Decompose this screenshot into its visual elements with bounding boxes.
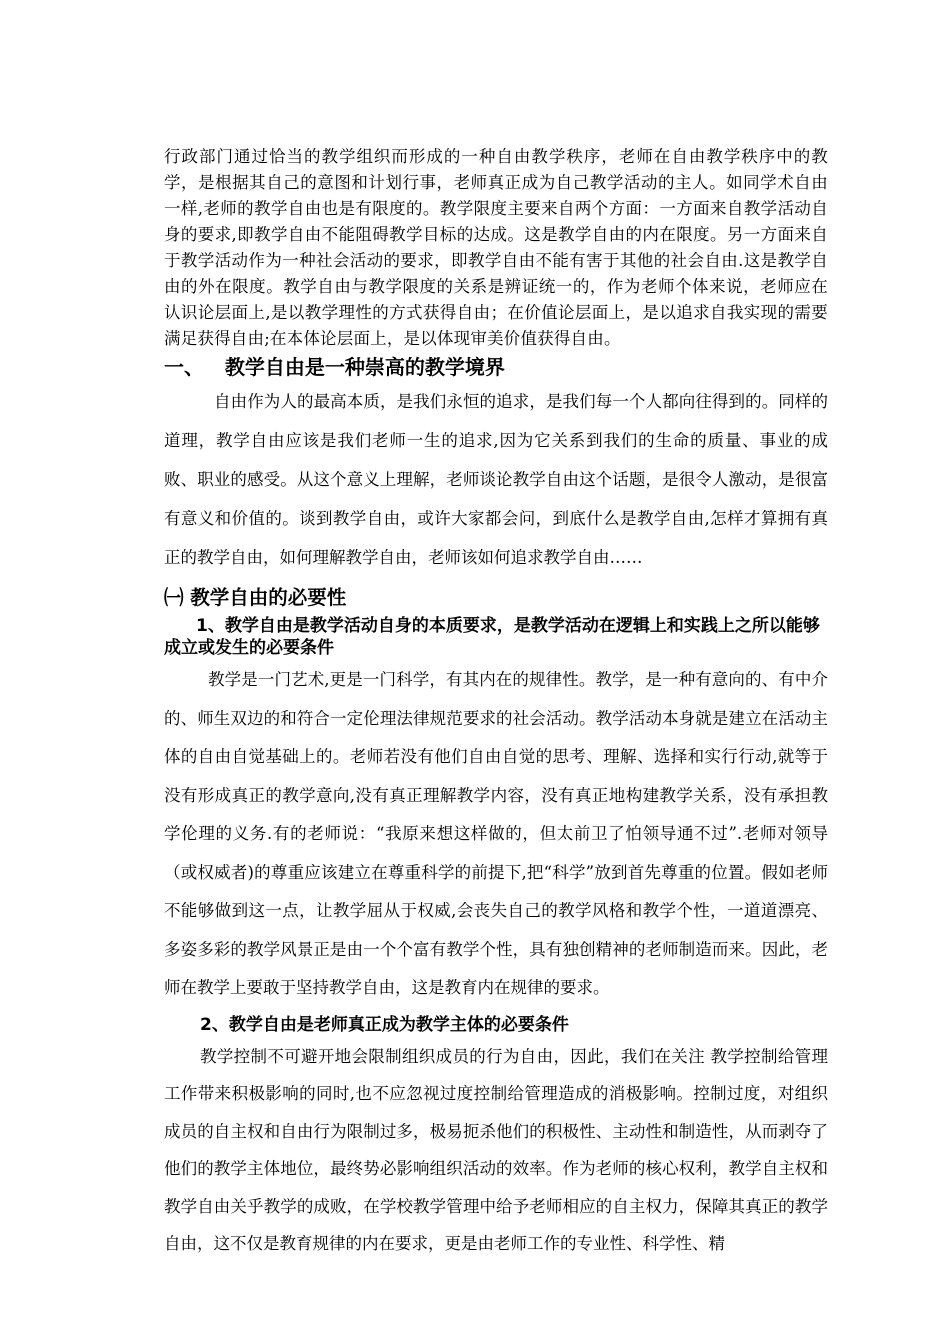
section-1-paragraph: 自由作为人的最高本质，是我们永恒的追求，是我们每一个人都向往得到的。同样的道理，教学自由应该是我们老师一生的追求,因为它关系到我们的生命的质量、事业的成败、职业的感受。从这个意义上理解，老师谈论教学自由这个话题，是很令人激动，是很富有意义和价值的。谈到教学自由，或许大家都会问，到底什么是教学自由,怎样才算拥有真正的教学自由，如何理解教学自由，老师该如何追求教学自由…… [164, 392, 828, 567]
point-2-paragraph: 教学控制不可避开地会限制组织成员的行为自由，因此，我们在关注 教学控制给管理工作带来积极影响的同时,也不应忽视过度控制给管理造成的消极影响。控制过度，对组织成员的自主权和自由行为限制过多，极易扼杀他们的积极性、主动性和制造性，从而剥夺了他们的教学主体地位，最终势必影响组织活动的效率。作为老师的核心权利，教学自主权和教学自由关乎教学的成败，在学校教学管理中给予老师相应的自主权力，保障其真正的教学自由，这不仅是教育规律的内在要求，更是由老师工作的专业性、科学性、精 [164, 1046, 828, 1253]
subsection-heading-1: ㈠ 教学自由的必要性 [164, 586, 347, 609]
document-page [164, 144, 828, 1263]
point-1-heading: 1、教学自由是教学活动自身的本质要求，是教学活动在逻辑上和实践上之所以能够成立或发生的必要条件 [164, 616, 820, 658]
section-heading-1: 一、 教学自由是一种崇高的教学境界 [164, 355, 505, 379]
opening-paragraph: 行政部门通过恰当的教学组织而形成的一种自由教学秩序，老师在自由教学秩序中的教学，是根据其自己的意图和计划行事，老师真正成为自己教学活动的主人。如同学术自由一样,老师的教学自由也是有限度的。教学限度主要来自两个方面：一方面来自教学活动自身的要求,即教学自由不能阻碍教学目标的达成。这是教学自由的内在限度。另一方面来自于教学活动作为一种社会活动的要求，即教学自由不能有害于其他的社会自由.这是教学自由的外在限度。教学自由与教学限度的关系是辨证统一的，作为老师个体来说，老师应在认识论层面上,是以教学理性的方式获得自由；在价值论层面上，是以追求自我实现的需要满足获得自由;在本体论层面上，是以体现审美价值获得自由。 [164, 147, 828, 348]
point-2-heading: 2、教学自由是老师真正成为教学主体的必要条件 [200, 1014, 569, 1035]
point-1-paragraph: 教学是一门艺术,更是一门科学，有其内在的规律性。教学，是一种有意向的、有中介的、师生双边的和符合一定伦理法律规范要求的社会活动。教学活动本身就是建立在活动主体的自由自觉基础上的。老师若没有他们自由自觉的思考、理解、选择和实行行动,就等于没有形成真正的教学意向,没有真正理解教学内容，没有真正地构建教学关系，没有承担教学伦理的义务.有的老师说：“我原来想这样做的，但太前卫了怕领导通不过”.老师对领导（或权威者)的尊重应该建立在尊重科学的前提下,把“科学”放到首先尊重的位置。假如老师不能够做到这一点，让教学屈从于权威,会丧失自己的教学风格和教学个性，一道道漂亮、多姿多彩的教学风景正是由一个个富有教学个性，具有独创精神的老师制造而来。因此，老师在教学上要敢于坚持教学自由，这是教育内在规律的要求。 [164, 670, 828, 997]
